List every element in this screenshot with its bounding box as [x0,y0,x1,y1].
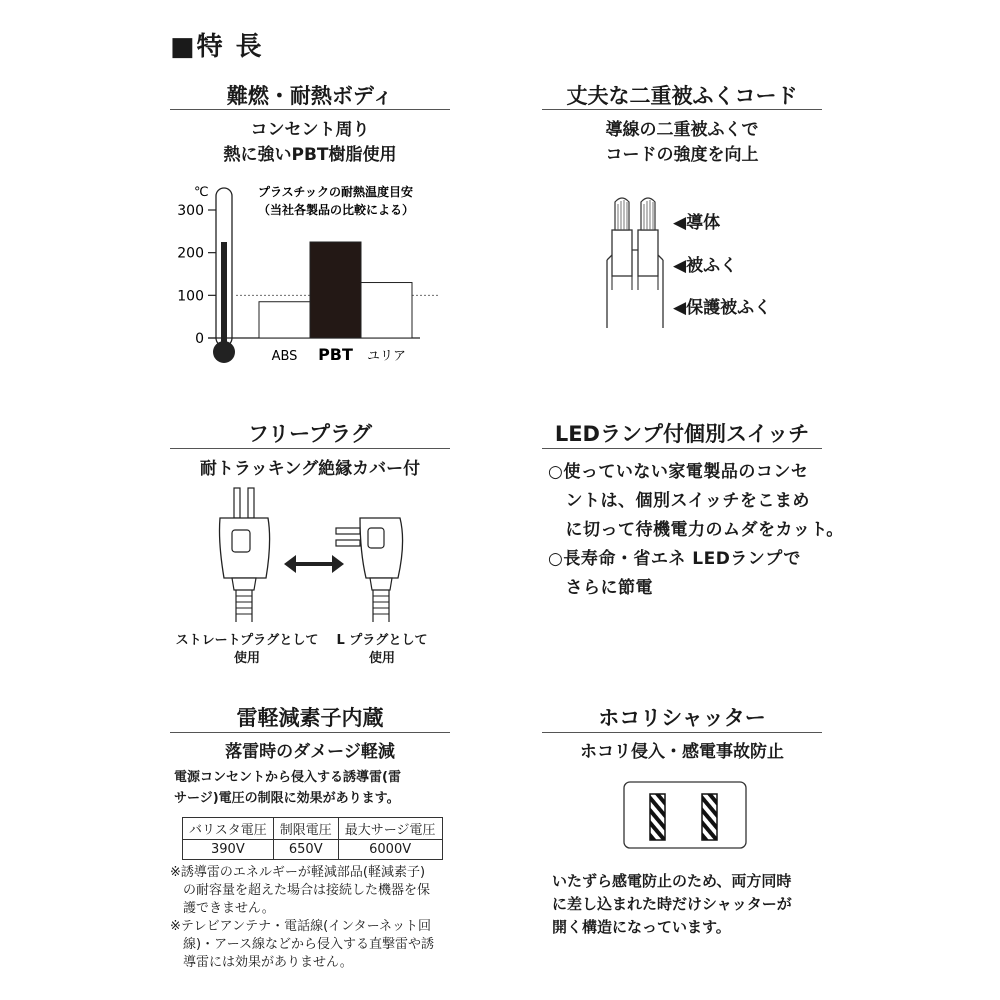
section-divider [170,109,450,110]
chart-tick-label: 100 [177,288,204,305]
table-row [183,818,443,840]
cord-label-insulation: ◀被ふく [673,256,738,276]
led-line: さらに節電 [548,578,653,598]
table-header-cell: 制限電圧 [273,818,338,840]
free-plug-illustration [210,482,420,630]
section-subtitle-cord: 導線の二重被ふくで コードの強度を向上 [605,120,759,165]
chart-category-label: ユリア [366,349,407,364]
section-title-led: LEDランプ付個別スイッチ [554,422,810,446]
shutter-description [552,870,842,939]
chart-category-label: PBT [318,345,353,364]
section-subtitle-shutter: ホコリ侵入・感電事故防止 [580,742,784,762]
cord-label-sheath: ◀保護被ふく [673,298,772,318]
table-row [183,840,443,860]
table-cell: 6000V [338,840,442,860]
surge-notes [170,864,470,972]
surge-desc-line: サージ)電圧の制限に効果があります。 [174,791,400,806]
section-divider [170,732,450,733]
section-subtitle-plug: 耐トラッキング絶縁カバー付 [199,459,421,479]
chart-tick-label: 0 [195,331,204,347]
double-arrow-icon [284,555,344,573]
heat-resistance-chart [160,178,460,378]
section-title-surge: 雷軽減素子内蔵 [236,706,384,730]
section-title-cord: 丈夫な二重被ふくコード [566,84,798,108]
chart-note: プラスチックの耐熱温度目安 （当社各製品の比較による） [258,185,415,217]
table-header-cell: 最大サージ電圧 [338,818,442,840]
led-line: ントは、個別スイッチをこまめ [548,491,810,511]
led-line: ○長寿命・省エネ LEDランプで [548,549,801,569]
dust-shutter-illustration [622,780,748,850]
shutter-desc-line: いたずら感電防止のため、両方同時 [552,872,792,890]
outlet-face [624,782,746,848]
section-divider [542,448,822,449]
led-description [548,458,848,603]
section-divider [170,448,450,449]
chart-unit-label: ℃ [194,185,209,200]
thermometer-level [221,242,227,348]
straight-plug-icon [220,488,270,622]
note-line: 護できません。 [170,901,275,916]
cord-cross-section-illustration [595,190,675,335]
chart-bar-2 [310,242,361,338]
chart-tick-label: 300 [177,203,204,219]
section-title-body: 難燃・耐熱ボディ [226,84,394,108]
cord-label-conductor: ◀導体 [673,213,721,233]
led-line: に切って待機電力のムダをカット。 [548,520,844,540]
table-header-cell: バリスタ電圧 [183,818,274,840]
chart-category-label: ABS [271,349,298,364]
note-line: 導雷には効果がありません。 [170,955,353,970]
shutter-slot-icon [702,794,717,840]
table-cell: 650V [273,840,338,860]
voltage-table [182,817,443,860]
note-line: ※誘導雷のエネルギーが軽減部品(軽減素子) [170,865,426,880]
section-title-shutter: ホコリシャッター [598,706,766,730]
section-title-plug: フリープラグ [247,422,373,446]
shutter-desc-line: 開く構造になっています。 [552,918,731,936]
l-plug-icon [336,518,403,622]
caption-l-plug: L プラグとして 使用 [336,633,428,666]
thermometer-bulb [213,341,235,363]
note-line: 線)・アース線などから侵入する直撃雷や誘 [170,937,435,952]
note-line: ※テレビアンテナ・電話線(インターネット回 [170,919,432,934]
section-divider [542,732,822,733]
shutter-slot-icon [650,794,665,840]
note-line: の耐容量を超えた場合は接続した機器を保 [170,883,431,898]
chart-tick-label: 200 [177,245,204,262]
table-cell: 390V [183,840,274,860]
surge-description [174,767,464,809]
led-line: ○使っていない家電製品のコンセ [548,462,809,482]
page-title: ■特 長 [170,32,264,62]
surge-desc-line: 電源コンセントから侵入する誘導雷(雷 [174,770,401,785]
caption-straight-plug: ストレートプラグとして 使用 [175,633,319,666]
chart-bar-3 [361,283,412,338]
section-divider [542,109,822,110]
section-subtitle-surge: 落雷時のダメージ軽減 [225,742,395,762]
shutter-desc-line: に差し込まれた時だけシャッターが [552,895,792,913]
chart-bar-1 [259,302,310,338]
section-subtitle-body: コンセント周り 熱に強いPBT樹脂使用 [223,120,397,165]
